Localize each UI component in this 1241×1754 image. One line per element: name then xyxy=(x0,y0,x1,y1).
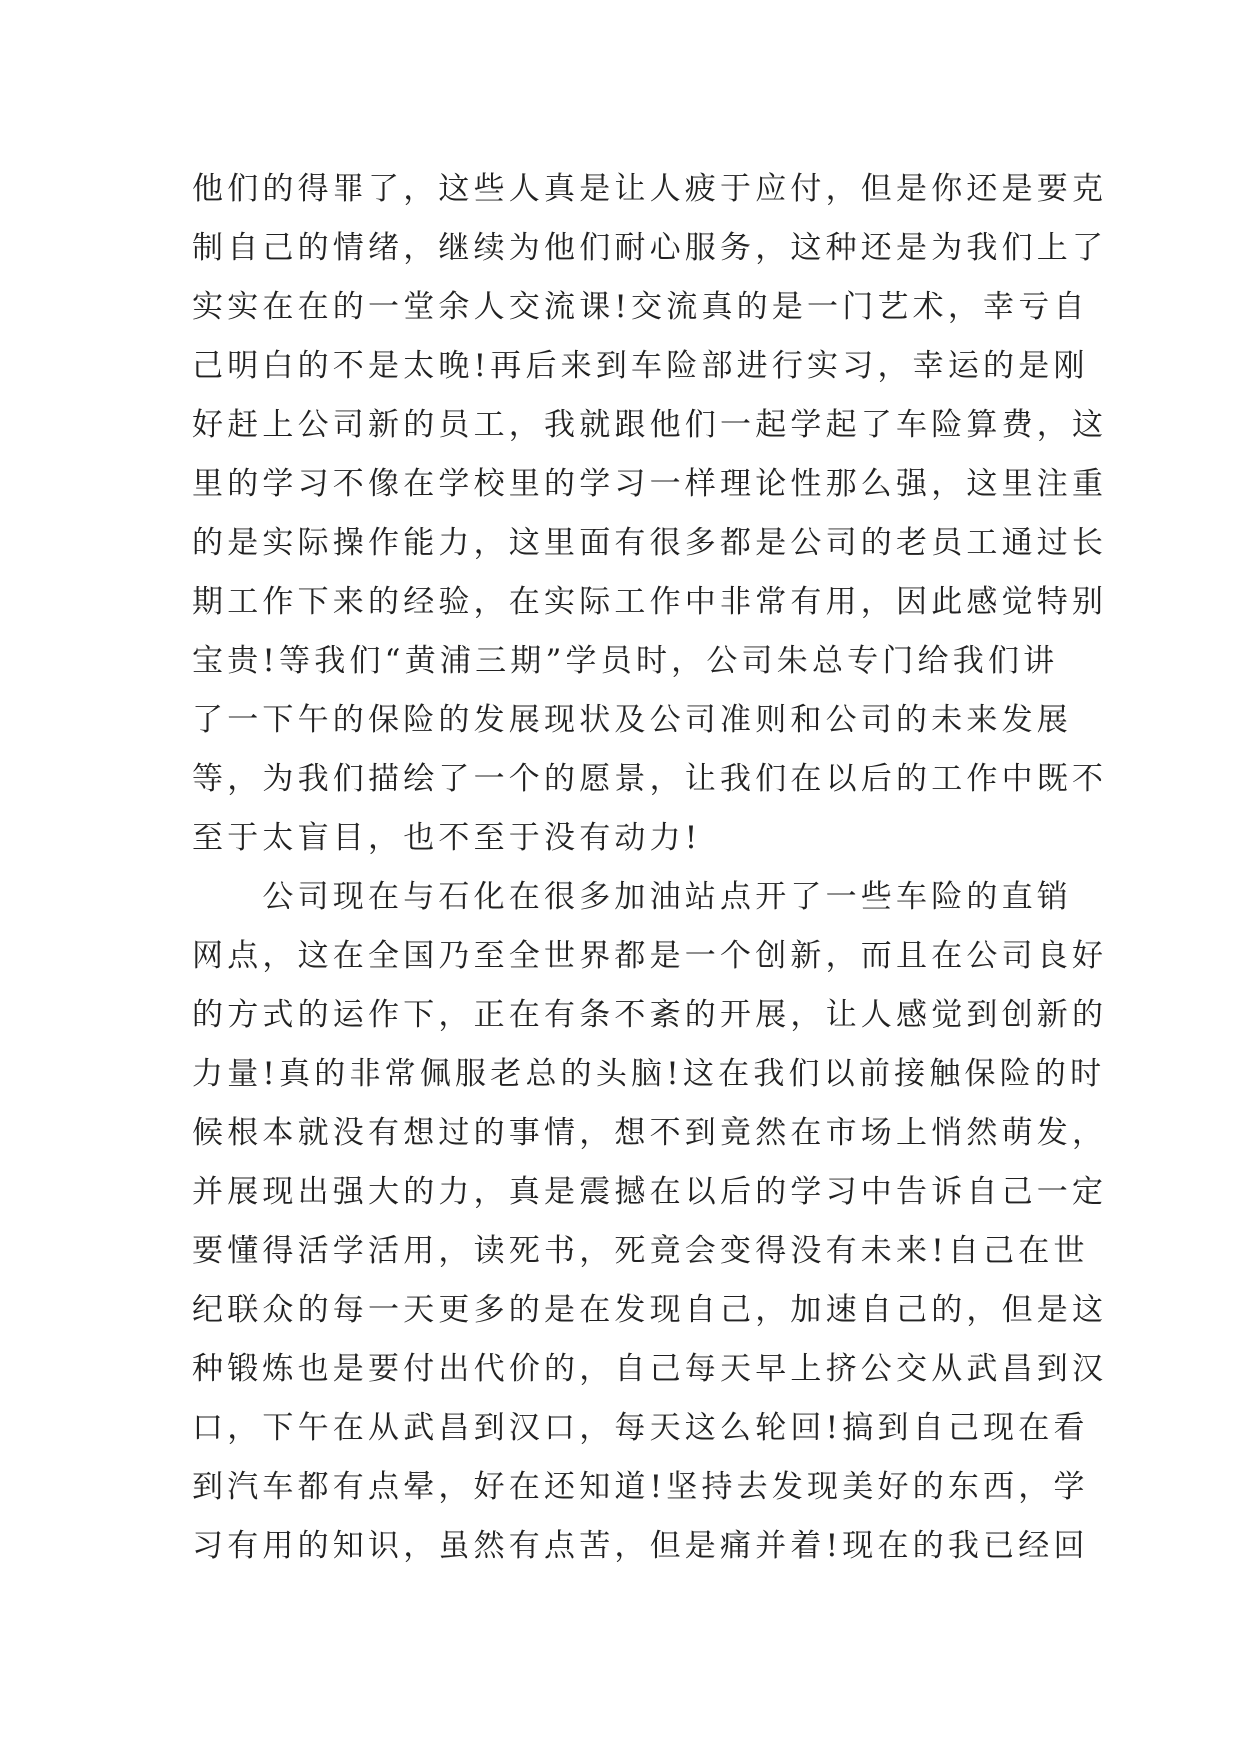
text-line: 种锻炼也是要付出代价的，自己每天早上挤公交从武昌到汉 xyxy=(192,1351,1108,1387)
text-line: 力量!真的非常佩服老总的头脑!这在我们以前接触保险的时 xyxy=(192,1056,1106,1092)
text-line: 的是实际操作能力，这里面有很多都是公司的老员工通过长 xyxy=(192,525,1108,561)
text-line: 网点，这在全国乃至全世界都是一个创新，而且在公司良好 xyxy=(192,938,1108,974)
text-line: 的方式的运作下，正在有条不紊的开展，让人感觉到创新的 xyxy=(192,997,1108,1033)
text-line: 制自己的情绪，继续为他们耐心服务，这种还是为我们上了 xyxy=(192,230,1108,266)
text-line: 期工作下来的经验，在实际工作中非常有用，因此感觉特别 xyxy=(192,584,1108,620)
text-line: 等，为我们描绘了一个的愿景，让我们在以后的工作中既不 xyxy=(192,761,1108,797)
text-line: 并展现出强大的力，真是震撼在以后的学习中告诉自己一定 xyxy=(192,1174,1108,1210)
text-line: 实实在在的一堂余人交流课!交流真的是一门艺术，幸亏自 xyxy=(192,289,1089,325)
text-line: 了一下午的保险的发展现状及公司准则和公司的未来发展 xyxy=(192,702,1072,738)
text-line: 习有用的知识，虽然有点苦，但是痛并着!现在的我已经回 xyxy=(192,1528,1089,1564)
text-line: 公司现在与石化在很多加油站点开了一些车险的直销 xyxy=(192,879,1072,915)
text-line: 己明白的不是太晚!再后来到车险部进行实习，幸运的是刚 xyxy=(192,348,1089,384)
text-line: 候根本就没有想过的事情，想不到竟然在市场上悄然萌发， xyxy=(192,1115,1108,1151)
text-line: 纪联众的每一天更多的是在发现自己，加速自己的，但是这 xyxy=(192,1292,1108,1328)
text-line: 口，下午在从武昌到汉口，每天这么轮回!搞到自己现在看 xyxy=(192,1410,1089,1446)
text-line: 好赶上公司新的员工，我就跟他们一起学起了车险算费，这 xyxy=(192,407,1108,443)
text-line: 里的学习不像在学校里的学习一样理论性那么强，这里注重 xyxy=(192,466,1108,502)
text-line: 至于太盲目，也不至于没有动力! xyxy=(192,820,702,856)
text-line: 到汽车都有点晕，好在还知道!坚持去发现美好的东西，学 xyxy=(192,1469,1089,1505)
text-line: 要懂得活学活用，读死书，死竟会变得没有未来!自己在世 xyxy=(192,1233,1089,1269)
body-text xyxy=(192,160,1108,1576)
text-line: 宝贵!等我们“黄浦三期”学员时，公司朱总专门给我们讲 xyxy=(192,643,1059,679)
text-line: 他们的得罪了，这些人真是让人疲于应付，但是你还是要克 xyxy=(192,171,1108,207)
